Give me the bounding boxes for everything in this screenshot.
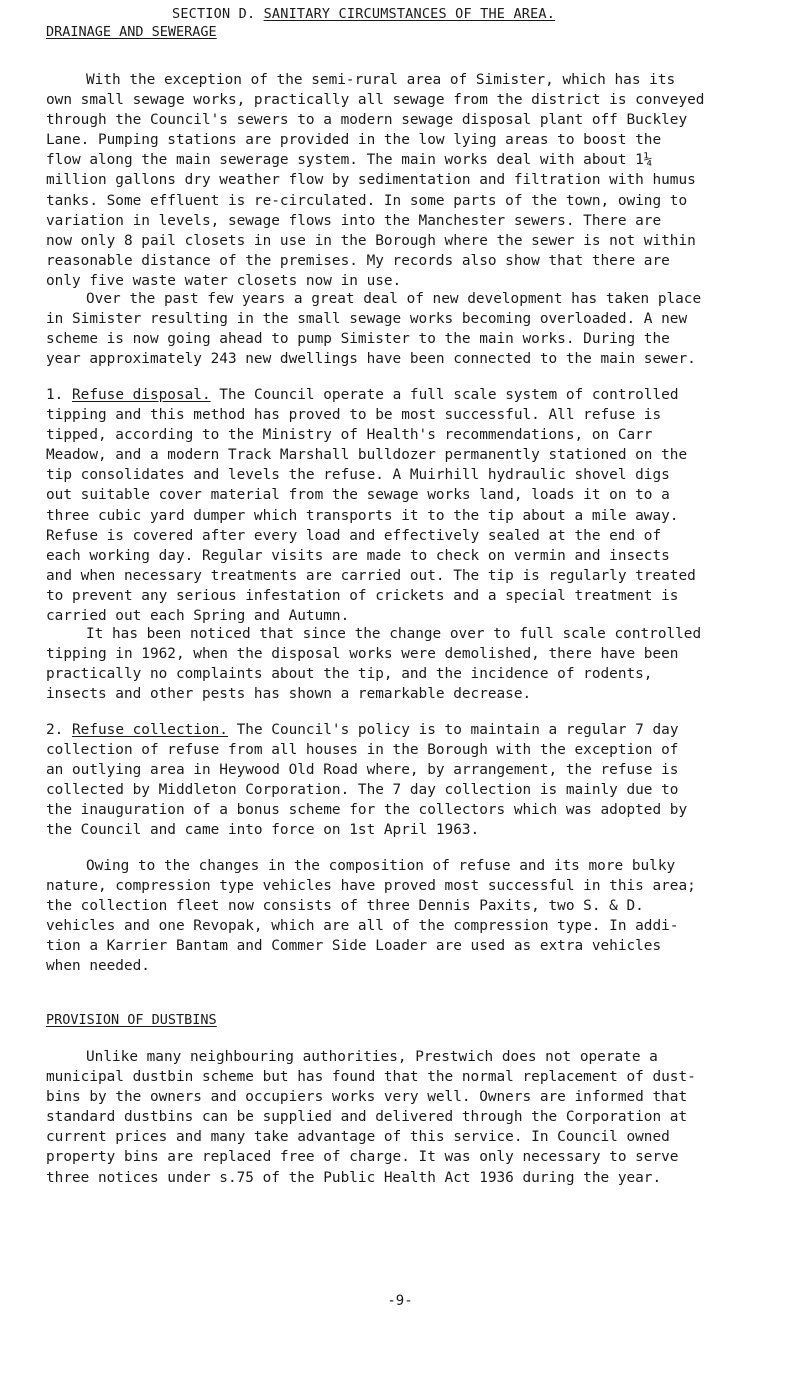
text-line: only five waste water closets now in use. <box>46 272 402 289</box>
text-line: tipping and this method has proved to be most successful. All refuse is <box>46 407 662 424</box>
text-line: tipping in 1962, when the disposal works were demolished, there have been <box>46 646 679 663</box>
text-line: when needed. <box>46 958 150 975</box>
text-line: three cubic yard dumper which transports it to the tip about a mile away. <box>46 507 679 524</box>
text-line: the collection fleet now consists of three Dennis Paxits, two S. & D. <box>46 898 644 915</box>
dustbins-paragraph <box>46 1047 762 1188</box>
text-line: practically no complaints about the tip, and the incidence of rodents, <box>46 666 653 683</box>
item-number: 1. <box>46 387 64 403</box>
text-line: property bins are replaced free of charge. It was only necessary to serve <box>46 1149 679 1166</box>
drainage-paragraph-2 <box>46 289 762 369</box>
text-line: an outlying area in Heywood Old Road where, by arrangement, the refuse is <box>46 762 679 779</box>
item-text: The Council operate a full scale system of controlled <box>219 387 679 403</box>
text-line: With the exception of the semi-rural area of Simister, which has its <box>86 72 676 88</box>
text-line: Lane. Pumping stations are provided in the low lying areas to boost the <box>46 132 662 149</box>
item-number: 2. <box>46 722 64 738</box>
text-line: Refuse is covered after every load and effectively sealed at the end of <box>46 527 662 544</box>
page-number: -9- <box>387 1293 413 1309</box>
item-text: The Council's policy is to maintain a regular 7 day <box>236 722 679 738</box>
refuse-disposal-paragraph <box>46 385 762 626</box>
refuse-collection-paragraph <box>46 720 762 841</box>
text-line: tion a Karrier Bantam and Commer Side Loader are used as extra vehicles <box>46 938 662 955</box>
section-label: SECTION D. <box>172 6 256 22</box>
text-line: scheme is now going ahead to pump Simister to the main works. During the <box>46 331 670 348</box>
dustbins-heading: PROVISION OF DUSTBINS <box>46 1012 217 1028</box>
text-line: flow along the main sewerage system. The main works deal with about 1¼ <box>46 152 653 169</box>
refuse-disposal-paragraph-2 <box>46 624 762 704</box>
refuse-collection-paragraph-2 <box>46 856 762 977</box>
text-line <box>46 720 762 740</box>
text-line: Meadow, and a modern Track Marshall bulldozer permanently stationed on the <box>46 447 688 464</box>
text-line: municipal dustbin scheme but has found that the normal replacement of dust- <box>46 1069 696 1086</box>
text-line: reasonable distance of the premises. My records also show that there are <box>46 252 670 269</box>
drainage-heading: DRAINAGE AND SEWERAGE <box>46 24 217 40</box>
text-line: tip consolidates and levels the refuse. A Muirhill hydraulic shovel digs <box>46 467 670 484</box>
text-line <box>46 385 762 405</box>
text-line: out suitable cover material from the sewage works land, loads it on to a <box>46 487 670 504</box>
text-line: standard dustbins can be supplied and delivered through the Corporation at <box>46 1109 688 1126</box>
text-line: million gallons dry weather flow by sedimentation and filtration with humus <box>46 172 696 189</box>
text-line: Unlike many neighbouring authorities, Prestwich does not operate a <box>86 1049 658 1065</box>
text-line: each working day. Regular visits are made to check on vermin and insects <box>46 547 670 564</box>
text-line: collected by Middleton Corporation. The 7 day collection is mainly due to <box>46 782 679 799</box>
section-title <box>172 6 555 22</box>
text-line: collection of refuse from all houses in the Borough with the exception of <box>46 742 679 759</box>
item-title: Refuse disposal. <box>72 387 211 403</box>
text-line: bins by the owners and occupiers works very well. Owners are informed that <box>46 1089 688 1106</box>
text-line: It has been noticed that since the change over to full scale controlled <box>86 626 702 642</box>
drainage-paragraph-1 <box>46 70 762 291</box>
text-line: in Simister resulting in the small sewage works becoming overloaded. A new <box>46 311 688 328</box>
text-line: Owing to the changes in the composition of refuse and its more bulky <box>86 858 676 874</box>
text-line: the Council and came into force on 1st April 1963. <box>46 822 480 839</box>
text-line: tipped, according to the Ministry of Health's recommendations, on Carr <box>46 427 653 444</box>
text-line: and when necessary treatments are carried out. The tip is regularly treated <box>46 567 696 584</box>
text-line: vehicles and one Revopak, which are all of the compression type. In addi- <box>46 918 679 935</box>
text-line: variation in levels, sewage flows into the Manchester sewers. There are <box>46 212 662 229</box>
text-line: Over the past few years a great deal of new development has taken place <box>86 291 702 307</box>
text-line: carried out each Spring and Autumn. <box>46 608 350 625</box>
text-line: now only 8 pail closets in use in the Borough where the sewer is not within <box>46 232 696 249</box>
text-line: insects and other pests has shown a remarkable decrease. <box>46 686 532 703</box>
text-line: year approximately 243 new dwellings have been connected to the main sewer. <box>46 351 696 368</box>
text-line: three notices under s.75 of the Public Health Act 1936 during the year. <box>46 1169 662 1186</box>
text-line: tanks. Some effluent is re-circulated. In some parts of the town, owing to <box>46 192 688 209</box>
text-line: through the Council's sewers to a modern sewage disposal plant off Buckley <box>46 112 688 129</box>
text-line: current prices and many take advantage of this service. In Council owned <box>46 1129 670 1146</box>
text-line: to prevent any serious infestation of crickets and a special treatment is <box>46 587 679 604</box>
section-heading: SANITARY CIRCUMSTANCES OF THE AREA. <box>263 6 556 22</box>
text-line: own small sewage works, practically all sewage from the district is conveyed <box>46 92 705 109</box>
item-title: Refuse collection. <box>72 722 228 738</box>
text-line: the inauguration of a bonus scheme for the collectors which was adopted by <box>46 802 688 819</box>
text-line: nature, compression type vehicles have proved most successful in this area; <box>46 878 696 895</box>
